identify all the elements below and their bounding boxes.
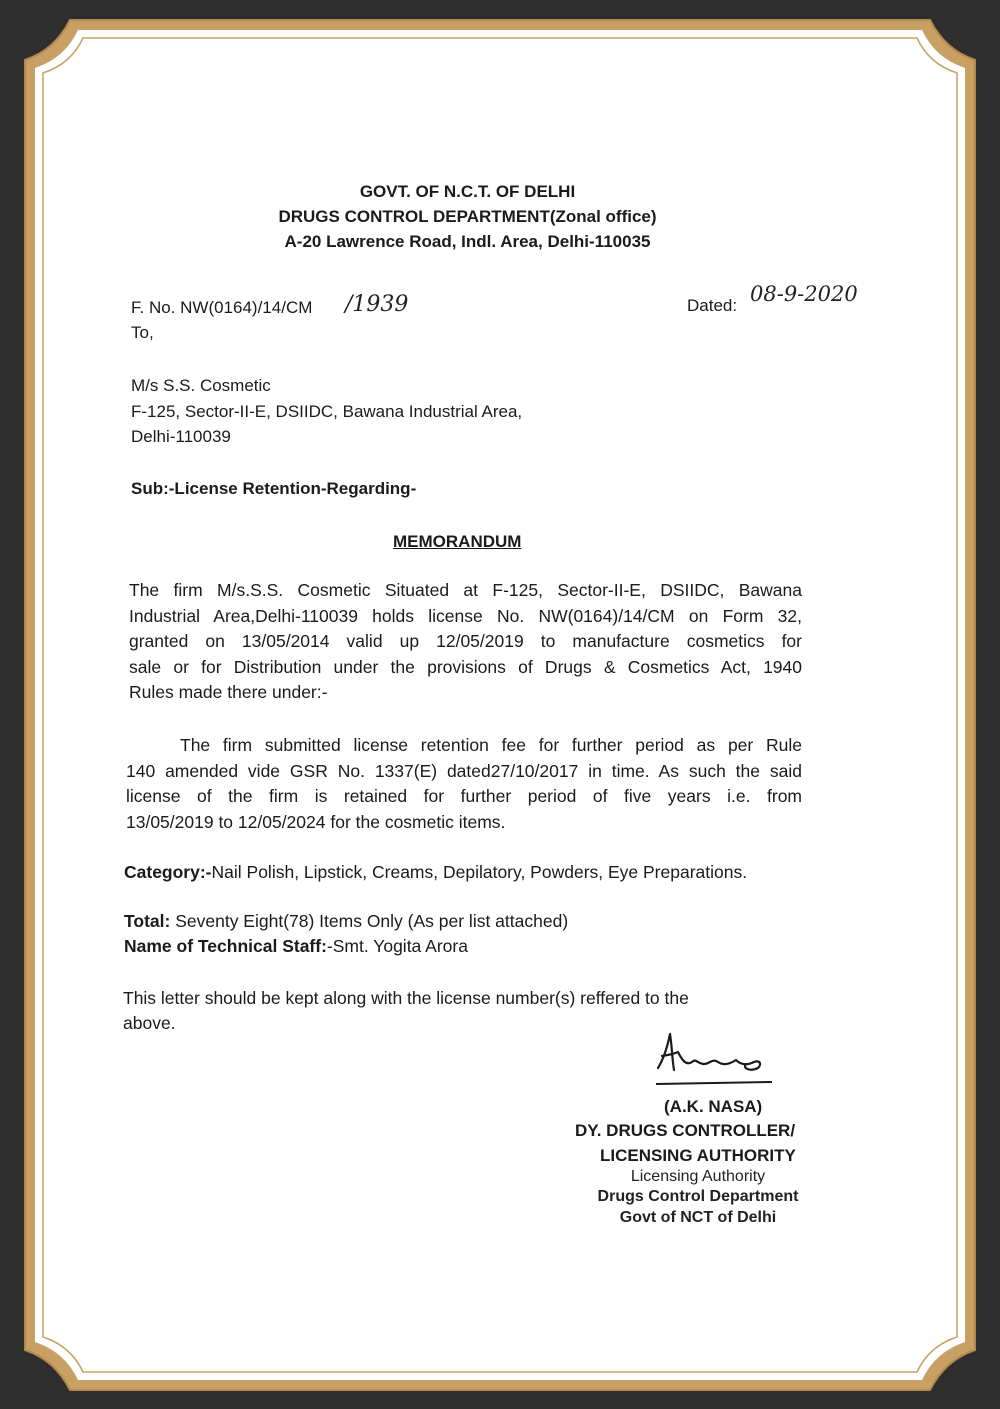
closing-line-1: This letter should be kept along with the license number(s) reffered to the bbox=[123, 988, 689, 1008]
total-row bbox=[124, 911, 568, 932]
total-label: Total: bbox=[124, 911, 171, 931]
memorandum-title: MEMORANDUM bbox=[393, 532, 522, 551]
paragraph-line: Rules made there under:- bbox=[129, 682, 328, 702]
file-number: F. No. NW(0164)/14/CM bbox=[131, 298, 313, 317]
paragraph-line: 140 amended vide GSR No. 1337(E) dated27/10/2017 in time. As such the said bbox=[126, 760, 802, 781]
category-label: Category:- bbox=[124, 862, 212, 882]
signature-scribble bbox=[650, 1030, 780, 1090]
dated-label: Dated: bbox=[687, 296, 738, 315]
paragraph-line: granted on 13/05/2014 valid up 12/05/2019 to manufacture cosmetics for bbox=[129, 631, 802, 651]
paragraph-license-details bbox=[129, 578, 802, 706]
addressee-name: M/s S.S. Cosmetic bbox=[131, 376, 271, 395]
category-row bbox=[124, 862, 747, 883]
stamp-line-1: Licensing Authority bbox=[630, 1168, 766, 1185]
paragraph-line: 13/05/2019 to 12/05/2024 for the cosmetic items. bbox=[126, 811, 506, 832]
technical-staff-value: -Smt. Yogita Arora bbox=[326, 936, 468, 956]
header-department: DRUGS CONTROL DEPARTMENT(Zonal office) bbox=[278, 207, 657, 226]
closing-line-2: above. bbox=[123, 1013, 176, 1033]
to-label: To, bbox=[131, 323, 154, 342]
subject-line: Sub:-License Retention-Regarding- bbox=[131, 479, 417, 498]
header-govt: GOVT. OF N.C.T. OF DELHI bbox=[359, 182, 576, 201]
technical-staff-row bbox=[124, 936, 468, 957]
paragraph-retention bbox=[126, 733, 802, 835]
paragraph-line: The firm M/s.S.S. Cosmetic Situated at F-125, Sector-II-E, DSIIDC, Bawana bbox=[129, 580, 802, 600]
paragraph-line: sale or for Distribution under the provisions of Drugs & Cosmetics Act, 1940 bbox=[129, 656, 802, 677]
header-address: A-20 Lawrence Road, Indl. Area, Delhi-110035 bbox=[284, 232, 651, 251]
addressee-city: Delhi-110039 bbox=[131, 427, 231, 446]
stamp-line-3: Govt of NCT of Delhi bbox=[619, 1209, 777, 1226]
paragraph-line: license of the firm is retained for further period of five years i.e. from bbox=[126, 786, 802, 806]
signatory-title-2: LICENSING AUTHORITY bbox=[600, 1146, 796, 1165]
stamp-line-2: Drugs Control Department bbox=[597, 1188, 799, 1205]
paragraph-line: Industrial Area,Delhi-110039 holds license No. NW(0164)/14/CM on Form 32, bbox=[129, 605, 802, 626]
category-value: Nail Polish, Lipstick, Creams, Depilatory, Powders, Eye Preparations. bbox=[211, 862, 748, 882]
date-handwritten: 08-9-2020 bbox=[750, 282, 858, 306]
technical-staff-label: Name of Technical Staff: bbox=[124, 936, 327, 956]
paragraph-line: The firm submitted license retention fee for further period as per Rule bbox=[180, 735, 802, 755]
signatory-name: (A.K. NASA) bbox=[664, 1097, 763, 1116]
signatory-title-1: DY. DRUGS CONTROLLER/ bbox=[575, 1121, 796, 1140]
total-value: Seventy Eight(78) Items Only (As per list attached) bbox=[170, 911, 569, 931]
file-number-handwritten: /1939 bbox=[345, 292, 409, 317]
addressee-street: F-125, Sector-II-E, DSIIDC, Bawana Industrial Area, bbox=[131, 402, 523, 421]
